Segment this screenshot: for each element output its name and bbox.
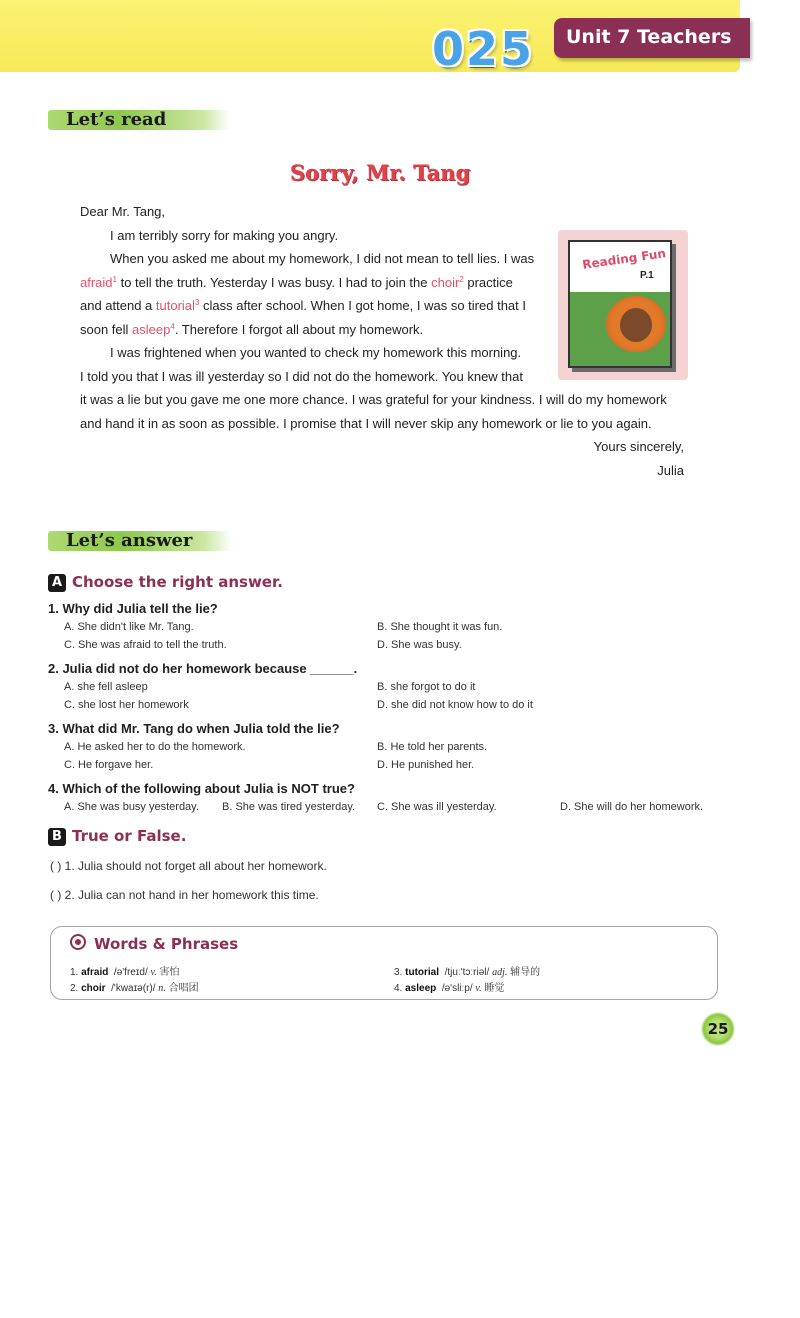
p2-text-2: practice	[463, 274, 513, 290]
page-number-badge: 025	[432, 22, 535, 76]
word-chinese: 睡觉	[484, 983, 505, 994]
question-2: 2. Julia did not do her homework because ______.	[48, 661, 358, 676]
word-term: tutorial	[405, 967, 440, 978]
lets-read-header: Let’s read	[48, 110, 230, 130]
word-pos: v.	[150, 967, 157, 978]
vocab-tutorial: tutorial	[155, 298, 195, 313]
word-pos: v.	[475, 983, 482, 994]
question-4: 4. Which of the following about Julia is NOT true?	[48, 781, 355, 796]
word-number: 3.	[394, 967, 403, 978]
vocab-choir: choir	[431, 274, 460, 290]
footnote-3: 3	[194, 298, 200, 307]
q3-option-d[interactable]: D. He punished her.	[377, 759, 475, 771]
word-number: 2.	[70, 983, 79, 994]
word-ipa: /ə'sliːp/	[441, 983, 473, 994]
book-cover-subtitle: P.1	[640, 270, 654, 281]
word-ipa: /ə'freɪd/	[113, 967, 148, 978]
p2-text-3a: and attend a	[80, 298, 156, 313]
word-pos: n.	[158, 983, 166, 994]
true-false-2[interactable]: ( ) 2. Julia can not hand in her homework this time.	[50, 888, 319, 902]
book-cover-title: Reading Fun	[581, 246, 667, 272]
word-entry-2	[70, 979, 199, 994]
part-a-letter: A	[48, 574, 66, 592]
q2-option-a[interactable]: A. she fell asleep	[64, 681, 148, 693]
p2-line-4	[80, 318, 550, 342]
p2-text-1: to tell the truth. Yesterday I was busy. I had to join the	[116, 274, 432, 290]
question-1: 1. Why did Julia tell the lie?	[48, 601, 218, 616]
word-ipa: /'kwaɪə(r)/	[111, 983, 156, 994]
q3-option-c[interactable]: C. He forgave her.	[64, 759, 154, 771]
p3-line-2: I told you that I was ill yesterday so I did not do the homework. You knew that	[80, 368, 523, 384]
footnote-4: 4	[170, 321, 175, 331]
target-circle-icon	[70, 934, 86, 950]
word-ipa: /tjuː'tɔːriəl/	[444, 967, 490, 978]
unit-title-tag: Unit 7 Teachers	[554, 18, 750, 58]
p2-text-3: class after school. When I got home, I was so tired that I	[199, 298, 526, 313]
letter-paragraph-2	[80, 247, 550, 341]
part-a-title: Choose the right answer.	[72, 573, 283, 591]
footer-page-number: 25	[701, 1012, 735, 1046]
q4-option-c[interactable]: C. She was ill yesterday.	[377, 801, 497, 813]
footnote-1: 1	[112, 274, 117, 284]
q3-option-a[interactable]: A. He asked her to do the homework.	[64, 741, 246, 753]
q2-option-d[interactable]: D. she did not know how to do it	[377, 699, 533, 711]
word-chinese: 辅导的	[510, 967, 541, 978]
question-3: 3. What did Mr. Tang do when Julia told the lie?	[48, 721, 340, 736]
part-b-title: True or False.	[72, 827, 187, 845]
part-a-heading	[48, 573, 283, 592]
q1-option-c[interactable]: C. She was afraid to tell the truth.	[64, 639, 227, 651]
q3-option-b[interactable]: B. He told her parents.	[377, 741, 488, 753]
word-entry-4	[394, 979, 504, 994]
footnote-2: 2	[459, 274, 464, 284]
p2-line-2	[80, 271, 550, 295]
word-chinese: 合唱团	[168, 983, 199, 994]
word-term: asleep	[405, 983, 437, 994]
words-phrases-title: Words & Phrases	[94, 935, 239, 953]
letter-paragraph-3	[80, 341, 690, 435]
part-b-heading	[48, 827, 186, 846]
letter-paragraph-1: I am terribly sorry for making you angry.	[110, 227, 339, 243]
p2-line-3	[80, 294, 550, 318]
lets-answer-header: Let’s answer	[48, 531, 232, 551]
q2-option-c[interactable]: C. she lost her homework	[64, 699, 189, 711]
p2-text-4: . Therefore I forgot all about my homework.	[174, 321, 424, 337]
letter-signature: Julia	[657, 462, 684, 478]
part-b-letter: B	[48, 828, 66, 846]
true-false-1[interactable]: ( ) 1. Julia should not forget all about her homework.	[50, 859, 327, 873]
word-number: 4.	[394, 983, 403, 994]
q1-option-a[interactable]: A. She didn't like Mr. Tang.	[64, 621, 194, 633]
q2-option-b[interactable]: B. she forgot to do it	[377, 681, 476, 693]
word-term: choir	[81, 983, 106, 994]
word-chinese: 害怕	[159, 967, 180, 978]
q4-option-b[interactable]: B. She was tired yesterday.	[222, 801, 356, 813]
letter-closing: Yours sincerely,	[593, 439, 684, 454]
q4-option-a[interactable]: A. She was busy yesterday.	[64, 801, 199, 813]
letter-salutation: Dear Mr. Tang,	[80, 204, 166, 219]
q1-option-d[interactable]: D. She was busy.	[377, 639, 462, 651]
q1-option-b[interactable]: B. She thought it was fun.	[377, 621, 503, 633]
p3-line-3: it was a lie but you gave me one more chance. I was grateful for your kindness. I will do my homework	[80, 392, 667, 407]
word-entry-1	[70, 963, 180, 978]
q4-option-d[interactable]: D. She will do her homework.	[560, 801, 704, 813]
p3-line-1: I was frightened when you wanted to check my homework this morning.	[110, 345, 522, 360]
p2-line-1: When you asked me about my homework, I did not mean to tell lies. I was	[110, 251, 535, 266]
words-phrases-heading	[70, 934, 238, 953]
p2-text-4a: soon fell	[80, 321, 133, 337]
word-pos: adj.	[492, 967, 508, 978]
word-term: afraid	[81, 967, 109, 978]
p3-line-4: and hand it in as soon as possible. I promise that I will never skip any homework or lie to you again.	[80, 415, 652, 431]
word-entry-3	[394, 963, 540, 978]
word-number: 1.	[70, 967, 79, 978]
letter-body	[80, 200, 690, 482]
reading-title: Sorry, Mr. Tang	[289, 160, 471, 185]
vocab-asleep: asleep	[132, 321, 171, 337]
vocab-afraid: afraid	[80, 274, 113, 290]
